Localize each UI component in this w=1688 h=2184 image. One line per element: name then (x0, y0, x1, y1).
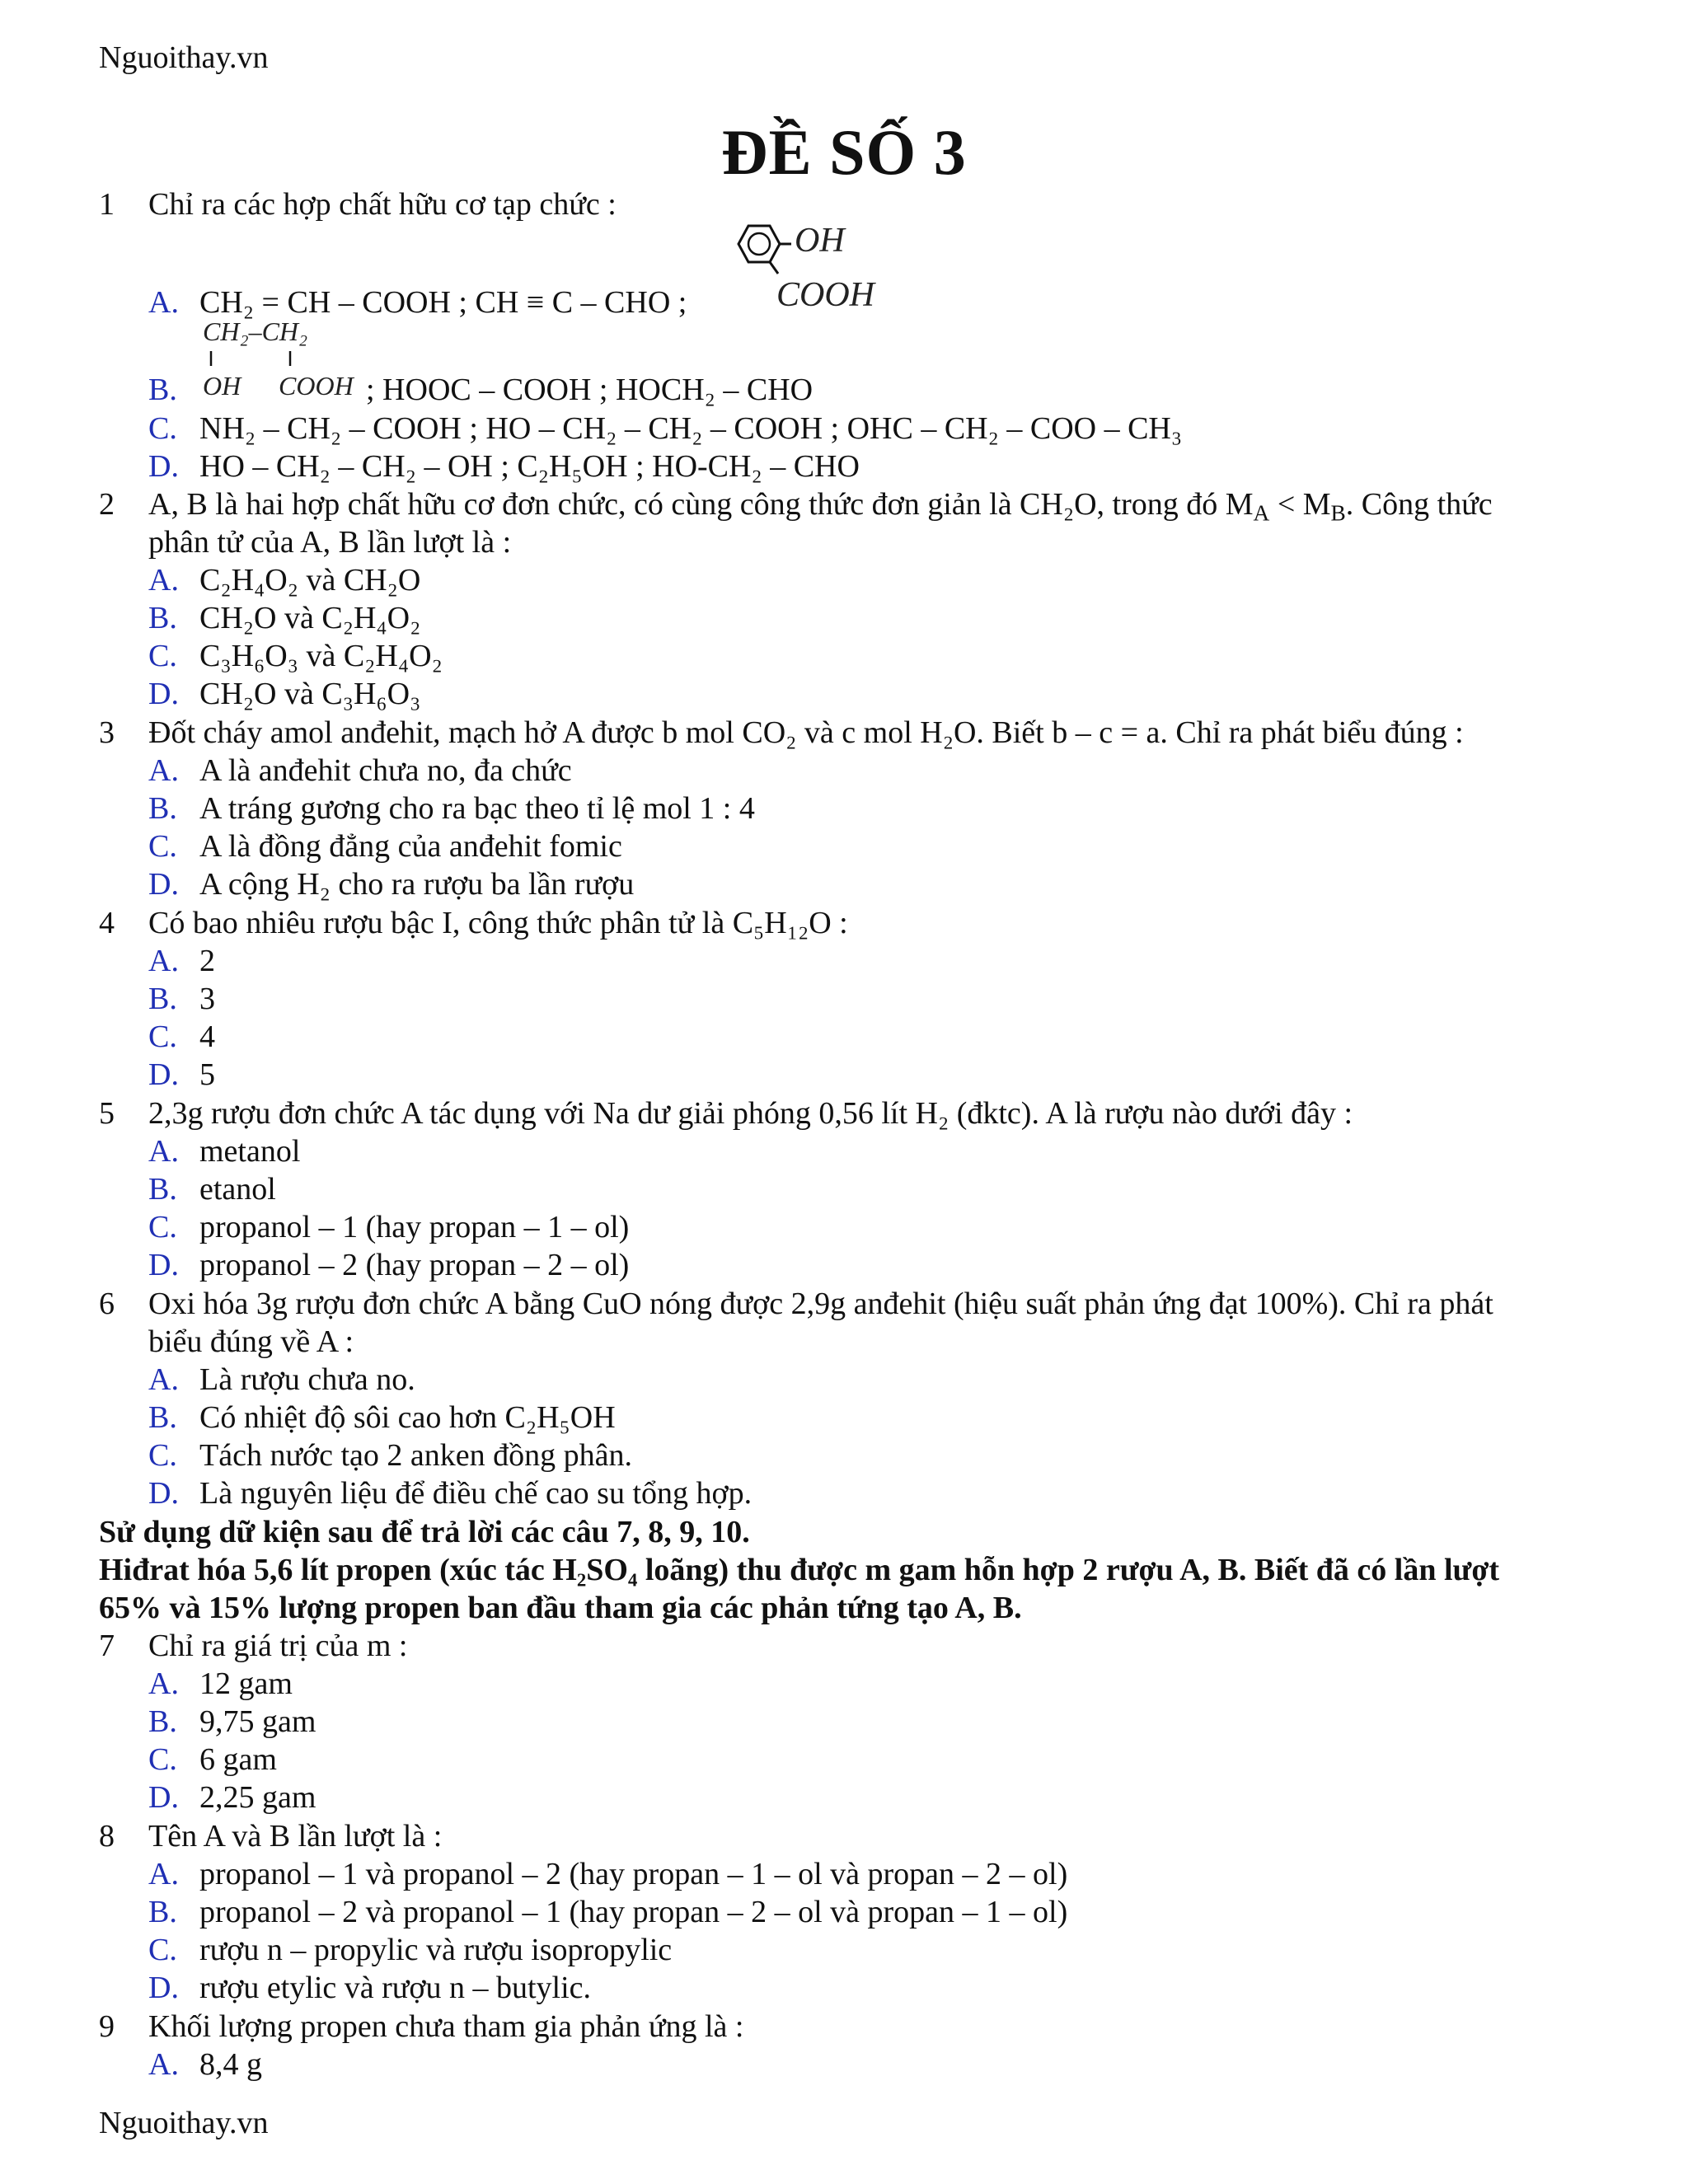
option-b (148, 980, 215, 1018)
option-d (148, 1246, 629, 1284)
option-letter: C. (148, 1210, 177, 1244)
option-letter: A. (148, 2047, 179, 2082)
option-letter: A. (148, 1857, 179, 1891)
option-letter: C. (148, 1742, 177, 1777)
option-letter: D. (148, 1057, 179, 1092)
question-number: 4 (99, 906, 115, 940)
option-c (148, 827, 622, 865)
struct-cooh: COOH (279, 371, 354, 401)
option-a (148, 1361, 415, 1399)
option-text: 2 (199, 944, 215, 978)
option-b (148, 371, 199, 409)
option-letter: A. (148, 944, 179, 978)
option-text: etanol (199, 1172, 276, 1207)
option-b (148, 1399, 616, 1436)
question-text: Khối lượng propen chưa tham gia phản ứng là : (148, 2009, 744, 2044)
question-text: Có bao nhiêu rượu bậc I, công thức phân tử là C₅H₁₂O : (148, 906, 848, 940)
struct-ch2-ch2: CH₂–CH₂ (203, 316, 308, 346)
option-letter: B. (148, 373, 177, 407)
option-text: rượu etylic và rượu n – butylic. (199, 1971, 591, 2005)
option-letter: B. (148, 791, 177, 826)
option-text: Là rượu chưa no. (199, 1362, 415, 1397)
option-letter: A. (148, 285, 179, 320)
question-number: 2 (99, 487, 115, 522)
instruction-line: 65% và 15% lượng propen ban đầu tham gia các phản tứng tạo A, B. (99, 1591, 1022, 1625)
option-c (148, 1436, 632, 1474)
struct-oh: OH (203, 371, 241, 401)
option-letter: D. (148, 449, 179, 484)
option-b (148, 790, 755, 827)
question-text: Tên A và B lần lượt là : (148, 1819, 443, 1854)
option-letter: C. (148, 1933, 177, 1967)
site-header: Nguoithay.vn (99, 40, 269, 75)
option-letter: C. (148, 1019, 177, 1054)
option-text: rượu n – propylic và rượu isopropylic (199, 1933, 673, 1967)
option-c (148, 1208, 629, 1246)
option-letter: D. (148, 1248, 179, 1282)
option-text: C₂H₄O₂ và CH₂O (199, 563, 421, 598)
instruction-line: Sử dụng dữ kiện sau để trả lời các câu 7, 8, 9, 10. (99, 1515, 750, 1549)
option-letter: D. (148, 1971, 179, 2005)
option-letter: B. (148, 1400, 177, 1435)
option-letter: A. (148, 1362, 179, 1397)
struct-bonds (203, 349, 318, 369)
option-text: Có nhiệt độ sôi cao hơn C₂H₅OH (199, 1400, 616, 1435)
option-text: CH₂O và C₃H₆O₃ (199, 677, 421, 711)
option-c (148, 1931, 672, 1969)
question-number: 3 (99, 715, 115, 750)
option-letter: D. (148, 1780, 179, 1815)
question-number: 8 (99, 1819, 115, 1854)
question-text: A, B là hai hợp chất hữu cơ đơn chức, có cùng công thức đơn giản là CH₂O, trong đó $M_A < M_B$. Công thức (148, 487, 1493, 526)
option-text: ; HOOC – COOH ; HOCH₂ – CHO (366, 373, 814, 407)
option-text: metanol (199, 1134, 301, 1169)
option-letter: B. (148, 601, 177, 635)
option-text: propanol – 1 (hay propan – 1 – ol) (199, 1210, 630, 1244)
option-text: 5 (199, 1057, 215, 1092)
question-number: 9 (99, 2009, 115, 2044)
question-text: Chỉ ra giá trị của m : (148, 1629, 408, 1663)
question-text: Đốt cháy amol anđehit, mạch hở A được b mol CO₂ và c mol H₂O. Biết b – c = a. Chỉ ra phát biểu đúng : (148, 715, 1464, 750)
option-d (148, 1969, 591, 2007)
question-text-cont: phân tử của A, B lần lượt là : (148, 525, 512, 560)
option-letter: C. (148, 411, 177, 446)
option-text: A cộng H₂ cho ra rượu ba lần rượu (199, 867, 635, 902)
option-text: 2,25 gam (199, 1780, 316, 1815)
option-letter: C. (148, 639, 177, 673)
option-text: 4 (199, 1019, 215, 1054)
option-text: 8,4 g (199, 2047, 262, 2082)
option-d (148, 448, 860, 485)
option-text: A là đồng đẳng của anđehit fomic (199, 829, 622, 864)
option-text: 12 gam (199, 1666, 293, 1701)
option-b (148, 1703, 316, 1741)
option-text: HO – CH₂ – CH₂ – OH ; C₂H₅OH ; HO-CH₂ – CHO (199, 449, 860, 484)
option-a (148, 942, 215, 980)
option-text: propanol – 2 (hay propan – 2 – ol) (199, 1248, 630, 1282)
option-d (148, 865, 634, 903)
option-letter: A. (148, 1666, 179, 1701)
option-letter: B. (148, 1704, 177, 1739)
option-letter: D. (148, 1476, 179, 1511)
option-a (148, 752, 572, 790)
option-text: Là nguyên liệu để điều chế cao su tổng hợp. (199, 1476, 753, 1511)
option-text: Tách nước tạo 2 anken đồng phân. (199, 1438, 633, 1473)
question-text-cont: biểu đúng về A : (148, 1324, 354, 1359)
question-text: Oxi hóa 3g rượu đơn chức A bằng CuO nóng được 2,9g anđehit (hiệu suất phản ứng đạt 100%). Chỉ ra phát (148, 1286, 1493, 1321)
option-text: 9,75 gam (199, 1704, 316, 1739)
option-a (148, 1855, 1067, 1893)
option-text: propanol – 1 và propanol – 2 (hay propan – 1 – ol và propan – 2 – ol) (199, 1857, 1068, 1891)
option-letter: B. (148, 982, 177, 1016)
option-text: C₃H₆O₃ và C₂H₄O₂ (199, 639, 443, 673)
option-letter: C. (148, 1438, 177, 1473)
option-text: A là anđehit chưa no, đa chức (199, 753, 572, 788)
instruction-line: Hiđrat hóa 5,6 lít propen (xúc tác H₂SO₄ loãng) thu được m gam hỗn hợp 2 rượu A, B. Biết đã có lần lượt (99, 1553, 1500, 1587)
option-a (148, 561, 420, 599)
option-a (148, 1132, 300, 1170)
question-text: Chỉ ra các hợp chất hữu cơ tạp chức : (148, 187, 617, 222)
option-letter: A. (148, 753, 179, 788)
option-b (148, 1170, 276, 1208)
option-letter: B. (148, 1172, 177, 1207)
question-number: 1 (99, 187, 115, 222)
site-footer: Nguoithay.vn (99, 2106, 269, 2140)
option-c (148, 1018, 215, 1056)
option-letter: D. (148, 867, 179, 902)
question-number: 6 (99, 1286, 115, 1321)
option-letter: A. (148, 1134, 179, 1169)
option-text: A tráng gương cho ra bạc theo tỉ lệ mol 1 : 4 (199, 791, 755, 826)
question-text: 2,3g rượu đơn chức A tác dụng với Na dư giải phóng 0,56 lít H₂ (đktc). A là rượu nào dưới đây : (148, 1096, 1353, 1131)
option-text: propanol – 2 và propanol – 1 (hay propan – 2 – ol và propan – 1 – ol) (199, 1895, 1068, 1929)
option-b (148, 599, 420, 637)
option-letter: C. (148, 829, 177, 864)
option-letter: A. (148, 563, 179, 598)
question-number: 5 (99, 1096, 115, 1131)
option-letter: D. (148, 677, 179, 711)
struct-cooh-label: COOH (776, 276, 875, 314)
option-text: CH₂O và C₂H₄O₂ (199, 601, 421, 635)
option-c (148, 1741, 277, 1779)
option-letter: B. (148, 1895, 177, 1929)
option-d (148, 1779, 316, 1816)
option-text: CH₂ = CH – COOH ; CH ≡ C – CHO ; (199, 285, 687, 320)
option-a (148, 2046, 262, 2083)
option-d (148, 675, 420, 713)
page-title: ĐỀ SỐ 3 (721, 116, 967, 188)
option-b (148, 1893, 1067, 1931)
option-d (148, 1474, 752, 1512)
option-text: NH₂ – CH₂ – COOH ; HO – CH₂ – CH₂ – COOH ; OHC – CH₂ – COO – CH₃ (199, 411, 1183, 446)
option-d (148, 1056, 215, 1094)
option-c (148, 410, 1182, 448)
option-c (148, 637, 443, 675)
option-a (148, 1665, 293, 1703)
option-text: 6 gam (199, 1742, 277, 1777)
question-number: 7 (99, 1629, 115, 1663)
option-text: 3 (199, 982, 215, 1016)
struct-oh-label: OH (795, 222, 845, 260)
